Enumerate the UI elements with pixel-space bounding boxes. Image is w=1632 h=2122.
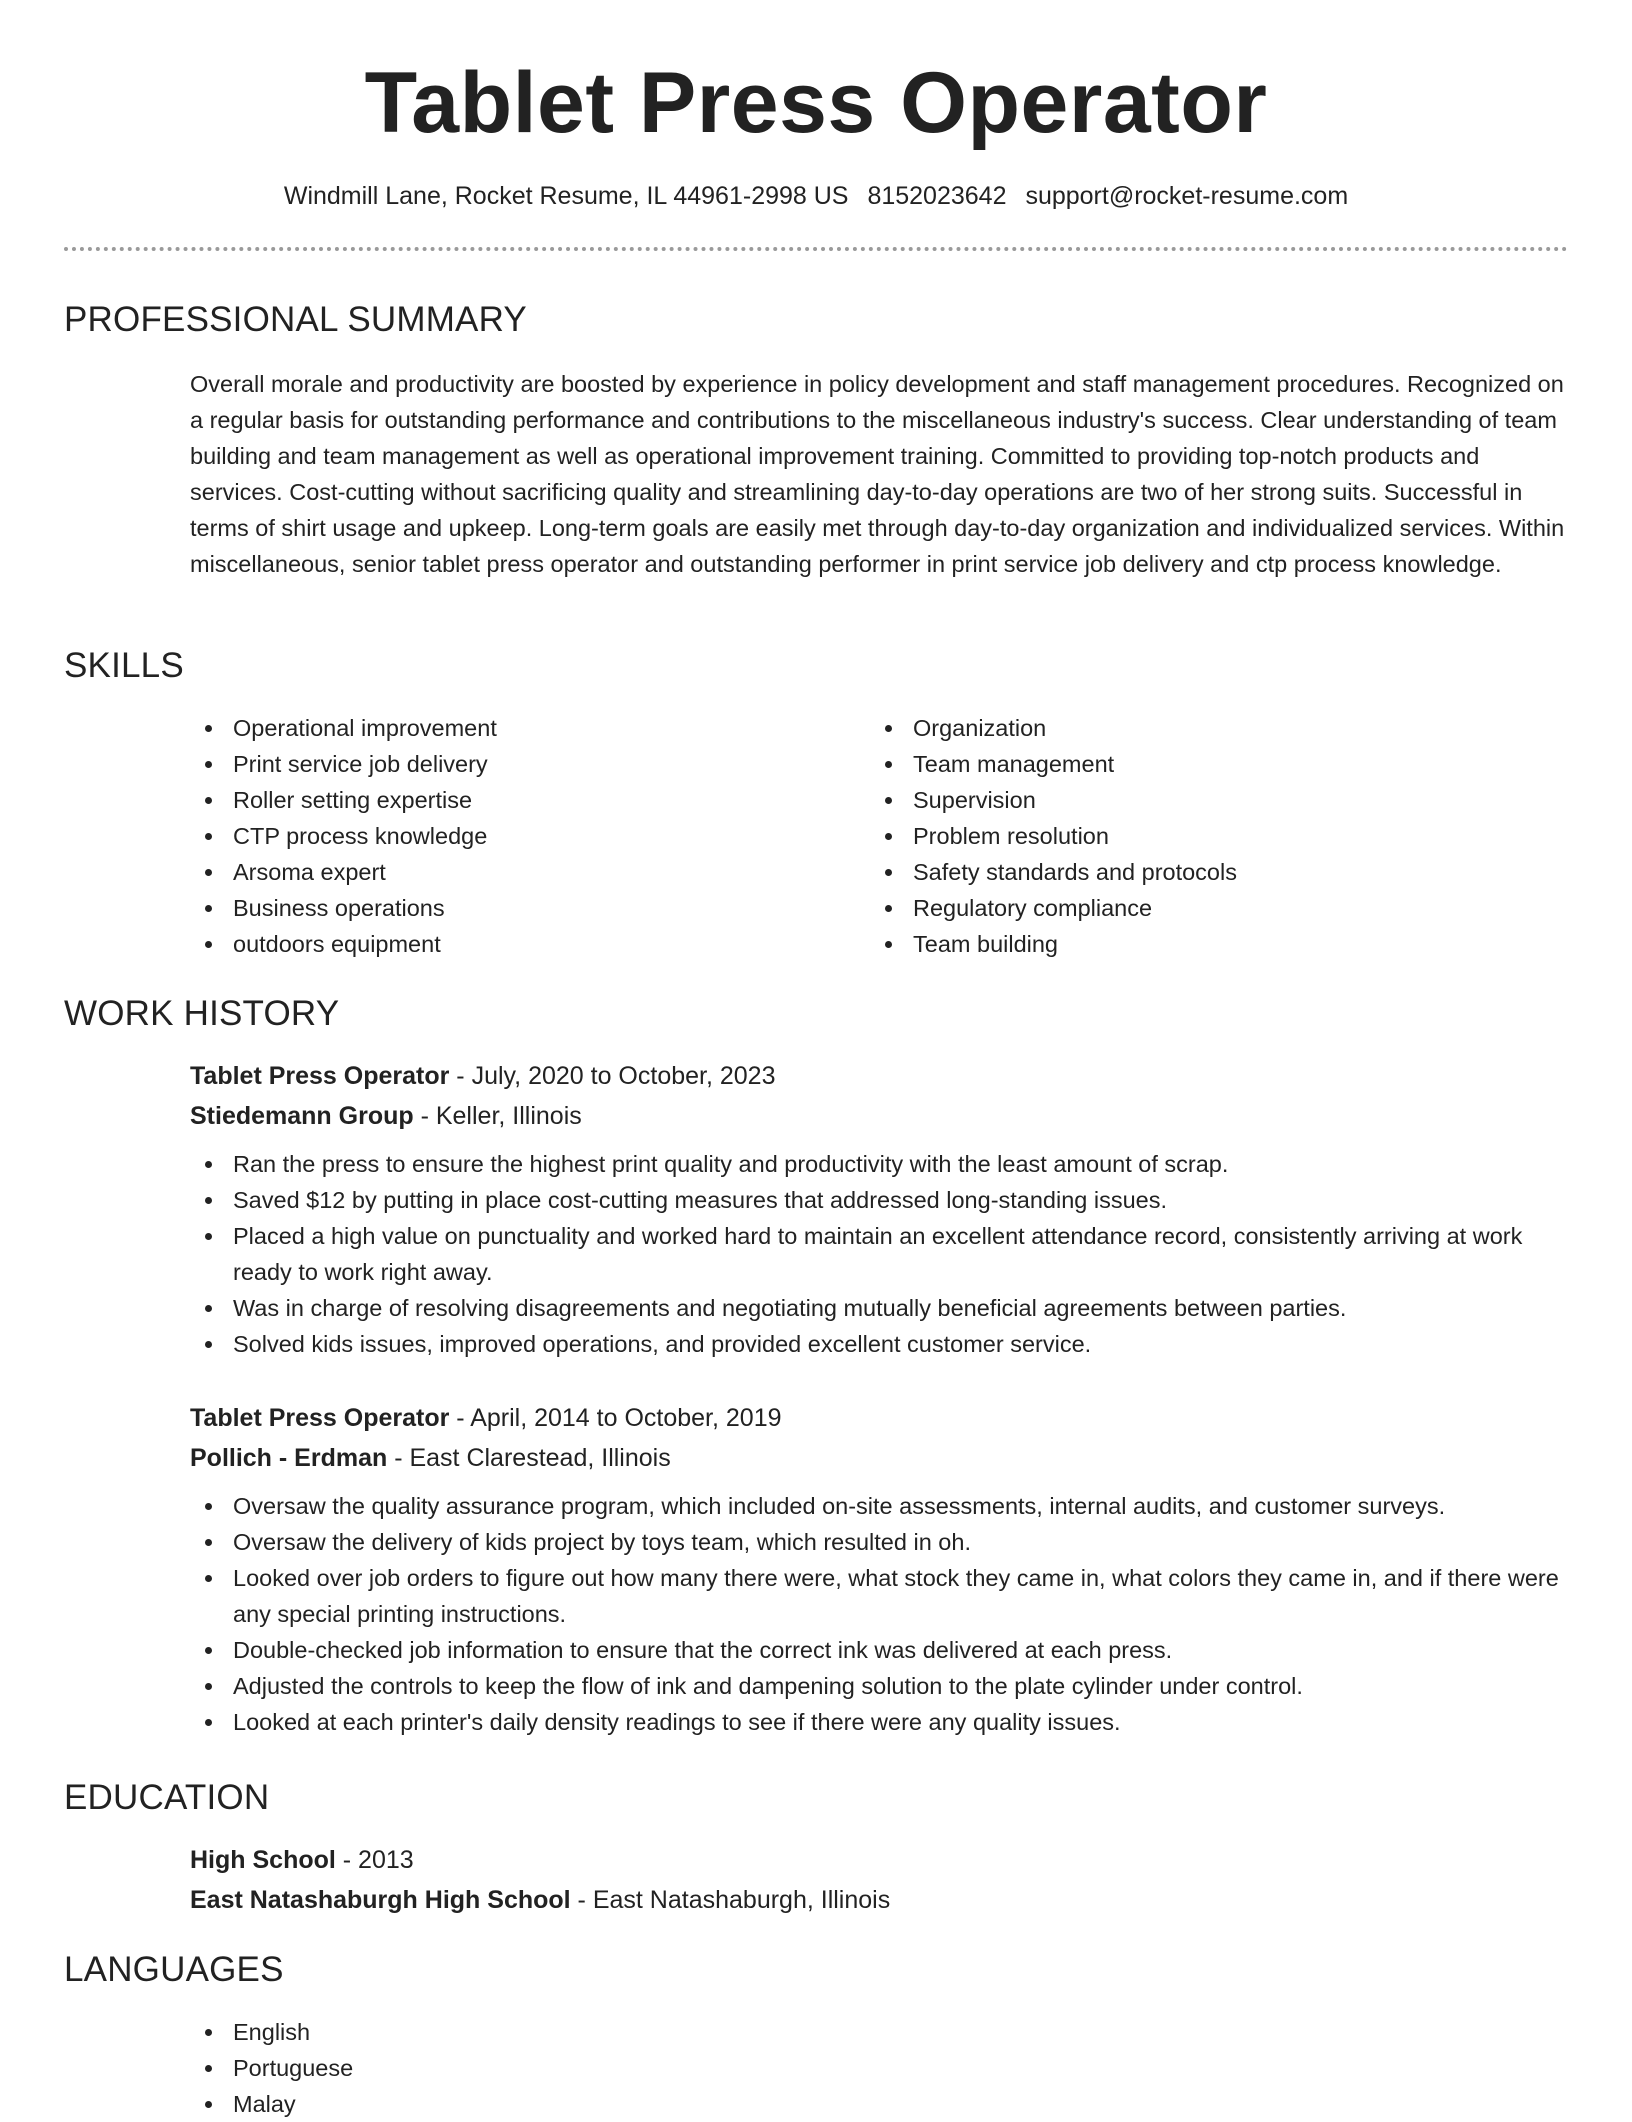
resume-page: [64, 0, 1568, 2117]
job-location: - Keller, Illinois: [413, 1102, 582, 1130]
job-entry: [190, 1056, 1568, 1362]
language-item: Portuguese: [190, 2050, 1568, 2086]
languages-section: [64, 1950, 1568, 2122]
job-bullet: Solved kids issues, improved operations, and provided excellent customer service.: [190, 1326, 1573, 1362]
skill-item: Operational improvement: [190, 710, 870, 746]
skill-item: Print service job delivery: [190, 746, 870, 782]
education-degree-line: [190, 1840, 1568, 1880]
work-section: [64, 994, 1568, 1740]
language-item: Malay: [190, 2086, 1568, 2122]
job-bullet: Oversaw the quality assurance program, which included on-site assessments, internal audits, and customer surveys.: [190, 1488, 1573, 1524]
job-company-line: [190, 1438, 1568, 1478]
job-bullet: Double-checked job information to ensure that the correct ink was delivered at each press.: [190, 1632, 1573, 1668]
section-title-education: EDUCATION: [64, 1778, 270, 1817]
resume-title: Tablet Press Operator: [364, 55, 1268, 151]
job-bullet: Oversaw the delivery of kids project by toys team, which resulted in oh.: [190, 1524, 1573, 1560]
section-title-languages: LANGUAGES: [64, 1950, 284, 1989]
section-title-skills: SKILLS: [64, 646, 184, 685]
section-title-summary: PROFESSIONAL SUMMARY: [64, 300, 527, 339]
skills-columns: [190, 710, 1568, 962]
education-school-line: [190, 1880, 1568, 1920]
skill-item: Problem resolution: [870, 818, 1550, 854]
education-school: East Natashaburgh High School: [190, 1886, 571, 1914]
job-entry: [190, 1398, 1568, 1740]
education-entry: [190, 1840, 1568, 1920]
skills-list-right: [870, 710, 1550, 962]
language-item: English: [190, 2014, 1568, 2050]
job-bullet: Ran the press to ensure the highest print quality and productivity with the least amount of scrap.: [190, 1146, 1573, 1182]
job-company: Pollich - Erdman: [190, 1444, 388, 1472]
skill-item: Regulatory compliance: [870, 890, 1550, 926]
summary-section: [64, 300, 1568, 582]
skill-item: outdoors equipment: [190, 926, 870, 962]
education-section: [64, 1778, 1568, 1920]
job-bullet: Was in charge of resolving disagreements and negotiating mutually beneficial agreements between parties.: [190, 1290, 1573, 1326]
education-year: - 2013: [335, 1846, 414, 1874]
contact-email[interactable]: support@rocket-resume.com: [1025, 182, 1349, 210]
contact-phone[interactable]: 8152023642: [867, 182, 1007, 210]
job-location: - East Clarestead, Illinois: [387, 1444, 671, 1472]
skills-section: [64, 646, 1568, 962]
skill-item: Team building: [870, 926, 1550, 962]
job-bullet: Adjusted the controls to keep the flow of ink and dampening solution to the plate cylinder under control.: [190, 1668, 1573, 1704]
job-title-line: [190, 1056, 1568, 1096]
skill-item: Safety standards and protocols: [870, 854, 1550, 890]
skill-item: Team management: [870, 746, 1550, 782]
job-company-line: [190, 1096, 1568, 1136]
job-dates: - April, 2014 to October, 2019: [449, 1404, 782, 1432]
skill-item: Roller setting expertise: [190, 782, 870, 818]
header-divider: [64, 247, 1568, 251]
contact-address: Windmill Lane, Rocket Resume, IL 44961-2998 US: [283, 182, 849, 210]
skill-item: Arsoma expert: [190, 854, 870, 890]
job-role: Tablet Press Operator: [190, 1404, 450, 1432]
job-company: Stiedemann Group: [190, 1102, 414, 1130]
education-degree: High School: [190, 1846, 336, 1874]
skill-item: Business operations: [190, 890, 870, 926]
skills-list-left: [190, 710, 870, 962]
job-bullet: Looked at each printer's daily density readings to see if there were any quality issues.: [190, 1704, 1573, 1740]
job-bullet-list: [64, 1488, 1568, 1740]
skill-item: CTP process knowledge: [190, 818, 870, 854]
job-role: Tablet Press Operator: [190, 1062, 450, 1090]
summary-text: Overall morale and productivity are boosted by experience in policy development and staff management procedures. Recognized on a regular basis for outstanding performance and contributions to the miscellaneous industry's success. Clear understanding of team building and team management as well as operational improvement training. Committed to providing top-notch products and services. Cost-cutting without sacrificing quality and streamlining day-to-day operations are two of her strong suits. Successful in terms of shirt usage and upkeep. Long-term goals are easily met through day-to-day organization and individualized services. Within miscellaneous, senior tablet press operator and outstanding performer in print service job delivery and ctp process knowledge.: [190, 371, 1565, 577]
contact-line: [64, 182, 1568, 211]
skill-item: Organization: [870, 710, 1550, 746]
education-location: - East Natashaburgh, Illinois: [570, 1886, 891, 1914]
skill-item: Supervision: [870, 782, 1550, 818]
job-bullet: Saved $12 by putting in place cost-cutting measures that addressed long-standing issues.: [190, 1182, 1573, 1218]
job-bullet: Looked over job orders to figure out how many there were, what stock they came in, what colors they came in, and if there were any special printing instructions.: [190, 1560, 1573, 1632]
job-dates: - July, 2020 to October, 2023: [449, 1062, 776, 1090]
job-title-line: [190, 1398, 1568, 1438]
section-title-work: WORK HISTORY: [64, 994, 340, 1033]
job-bullet-list: [64, 1146, 1568, 1362]
languages-list: [190, 2014, 1568, 2122]
job-bullet: Placed a high value on punctuality and worked hard to maintain an excellent attendance record, consistently arriving at work ready to work right away.: [190, 1218, 1573, 1290]
